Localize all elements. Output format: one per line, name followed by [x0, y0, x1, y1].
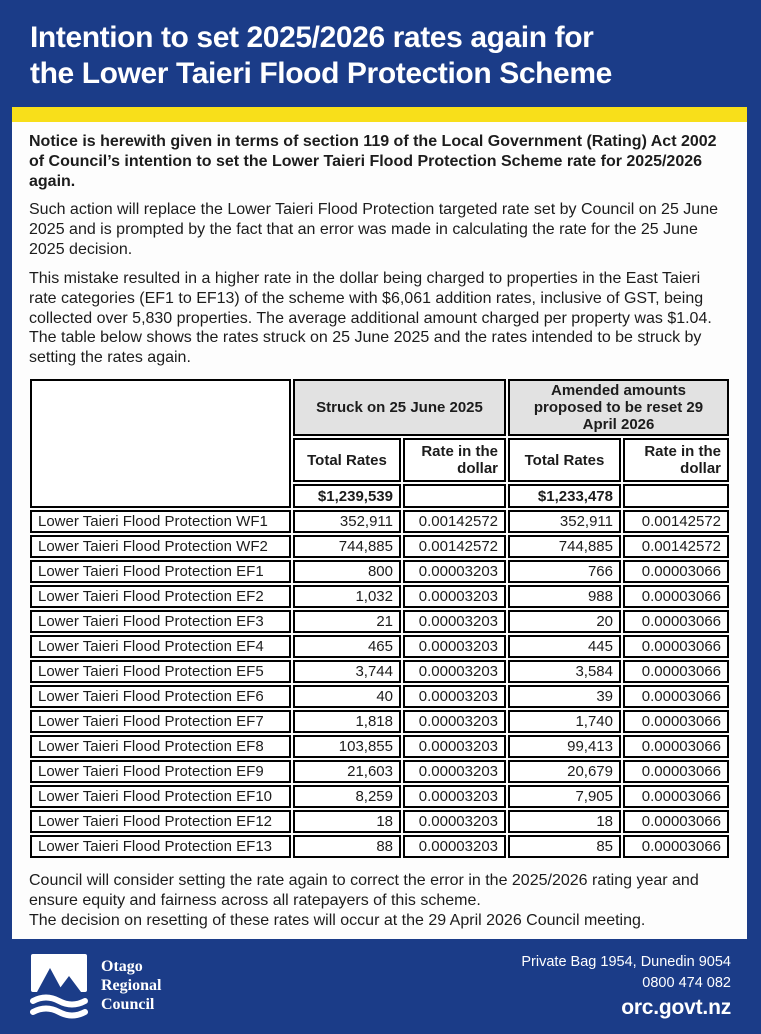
notice-body [12, 122, 747, 939]
row-value: 0.00003066 [623, 735, 729, 758]
org-name [101, 958, 161, 1015]
row-value: 0.00003066 [623, 610, 729, 633]
row-value: 103,855 [293, 735, 401, 758]
row-value: 0.00142572 [403, 510, 506, 533]
row-value: 1,818 [293, 710, 401, 733]
row-value: 99,413 [508, 735, 621, 758]
row-value: 85 [508, 835, 621, 858]
total-struck-rate-empty [403, 484, 506, 508]
group-header-amended: Amended amounts proposed to be reset 29 April 2026 [508, 379, 729, 436]
page-title-line2: the Lower Taieri Flood Protection Scheme [30, 57, 612, 90]
row-value: 744,885 [293, 535, 401, 558]
group-header-row [30, 379, 729, 436]
row-value: 744,885 [508, 535, 621, 558]
total-amended-rate-empty [623, 484, 729, 508]
org-name-line2: Regional [101, 976, 162, 994]
row-label: Lower Taieri Flood Protection EF5 [30, 660, 291, 683]
footer-contact [521, 952, 731, 1020]
website-link[interactable]: orc.govt.nz [621, 995, 731, 1019]
page-title [30, 20, 733, 92]
row-label: Lower Taieri Flood Protection EF3 [30, 610, 291, 633]
group-header-struck: Struck on 25 June 2025 [293, 379, 506, 436]
row-value: 1,740 [508, 710, 621, 733]
table-row [30, 685, 729, 708]
rates-table [28, 377, 731, 860]
row-value: 1,032 [293, 585, 401, 608]
row-label: Lower Taieri Flood Protection EF12 [30, 810, 291, 833]
row-label: Lower Taieri Flood Protection EF10 [30, 785, 291, 808]
row-value: 0.00003066 [623, 810, 729, 833]
row-value: 988 [508, 585, 621, 608]
closing-line2: The decision on resetting of these rates will occur at the 29 April 2026 Council meeting. [29, 911, 646, 929]
row-value: 7,905 [508, 785, 621, 808]
row-value: 445 [508, 635, 621, 658]
row-value: 0.00003203 [403, 585, 506, 608]
table-row [30, 510, 729, 533]
row-value: 0.00003203 [403, 685, 506, 708]
row-value: 39 [508, 685, 621, 708]
table-row [30, 635, 729, 658]
row-value: 3,584 [508, 660, 621, 683]
table-row [30, 735, 729, 758]
table-row [30, 535, 729, 558]
row-value: 0.00003203 [403, 735, 506, 758]
notice-statement: Notice is herewith given in terms of section 119 of the Local Government (Rating) Act 2002 of Council’s intention to set the Lower Taieri Flood Protection Scheme rate for 2025/2026 again. [29, 133, 717, 190]
closing-paragraphs [29, 871, 730, 930]
row-label: Lower Taieri Flood Protection EF7 [30, 710, 291, 733]
row-value: 20,679 [508, 760, 621, 783]
row-value: 0.00003066 [623, 710, 729, 733]
table-row [30, 610, 729, 633]
row-value: 21,603 [293, 760, 401, 783]
row-value: 0.00003203 [403, 560, 506, 583]
col-header-rate-dollar-amended: Rate in the dollar [623, 438, 729, 482]
row-value: 0.00003203 [403, 835, 506, 858]
rates-table-body [30, 510, 729, 858]
yellow-divider [12, 107, 747, 122]
paragraph-replacement: Such action will replace the Lower Taieri Flood Protection targeted rate set by Council on 25 June 2025 and is prompted by the fact that an error was made in calculating the rate for the 25 June 2025 decision. [29, 201, 718, 259]
row-value: 0.00003203 [403, 660, 506, 683]
col-header-total-rates-struck: Total Rates [293, 438, 401, 482]
page-header [0, 0, 761, 107]
row-label: Lower Taieri Flood Protection WF1 [30, 510, 291, 533]
row-value: 0.00003203 [403, 760, 506, 783]
row-value: 0.00003203 [403, 785, 506, 808]
row-value: 0.00003066 [623, 660, 729, 683]
paragraph-mistake-detail: This mistake resulted in a higher rate in the dollar being charged to properties in the East Taieri rate categories (EF1 to EF13) of the scheme with $6,061 addition rates, inclusive of GST, being collected over 5,830 properties. The average additional amount charged per property was $1.04. The table below shows the rates struck on 25 June 2025 and the rates intended to be struck by setting the rates again. [29, 269, 712, 367]
row-value: 88 [293, 835, 401, 858]
table-row [30, 560, 729, 583]
row-value: 21 [293, 610, 401, 633]
row-value: 0.00003066 [623, 785, 729, 808]
closing-line1: Council will consider setting the rate again to correct the error in the 2025/2026 rating year and ensure equity and fairness across all ratepayers of this scheme. [29, 872, 699, 909]
row-label: Lower Taieri Flood Protection EF8 [30, 735, 291, 758]
table-row [30, 785, 729, 808]
row-value: 0.00003066 [623, 585, 729, 608]
total-struck: $1,239,539 [293, 484, 401, 508]
row-value: 8,259 [293, 785, 401, 808]
row-value: 40 [293, 685, 401, 708]
row-value: 18 [293, 810, 401, 833]
row-value: 0.00003203 [403, 810, 506, 833]
table-row [30, 660, 729, 683]
row-value: 0.00142572 [623, 535, 729, 558]
table-corner-cell [30, 379, 291, 508]
row-value: 0.00142572 [623, 510, 729, 533]
row-label: Lower Taieri Flood Protection WF2 [30, 535, 291, 558]
row-label: Lower Taieri Flood Protection EF4 [30, 635, 291, 658]
row-value: 352,911 [293, 510, 401, 533]
table-row [30, 810, 729, 833]
table-row [30, 710, 729, 733]
row-value: 0.00003066 [623, 760, 729, 783]
row-label: Lower Taieri Flood Protection EF13 [30, 835, 291, 858]
row-value: 0.00003203 [403, 710, 506, 733]
row-label: Lower Taieri Flood Protection EF6 [30, 685, 291, 708]
row-value: 0.00003066 [623, 835, 729, 858]
col-header-rate-dollar-struck: Rate in the dollar [403, 438, 506, 482]
org-name-line3: Council [101, 995, 155, 1013]
row-value: 800 [293, 560, 401, 583]
org-name-line1: Otago [101, 957, 143, 975]
row-value: 20 [508, 610, 621, 633]
row-value: 0.00142572 [403, 535, 506, 558]
row-label: Lower Taieri Flood Protection EF1 [30, 560, 291, 583]
row-value: 3,744 [293, 660, 401, 683]
table-row [30, 760, 729, 783]
row-value: 0.00003203 [403, 635, 506, 658]
row-value: 18 [508, 810, 621, 833]
table-row [30, 835, 729, 858]
row-value: 766 [508, 560, 621, 583]
row-value: 465 [293, 635, 401, 658]
row-value: 0.00003203 [403, 610, 506, 633]
total-amended: $1,233,478 [508, 484, 621, 508]
row-value: 352,911 [508, 510, 621, 533]
row-label: Lower Taieri Flood Protection EF2 [30, 585, 291, 608]
postal-address: Private Bag 1954, Dunedin 9054 [521, 954, 731, 971]
phone-number: 0800 474 082 [642, 974, 731, 991]
page-title-line1: Intention to set 2025/2026 rates again for [30, 21, 594, 54]
row-value: 0.00003066 [623, 685, 729, 708]
row-value: 0.00003066 [623, 635, 729, 658]
col-header-total-rates-amended: Total Rates [508, 438, 621, 482]
orc-logo-icon [30, 954, 88, 1018]
row-label: Lower Taieri Flood Protection EF9 [30, 760, 291, 783]
footer-branding [30, 954, 161, 1018]
table-row [30, 585, 729, 608]
page-footer [0, 939, 761, 1034]
row-value: 0.00003066 [623, 560, 729, 583]
